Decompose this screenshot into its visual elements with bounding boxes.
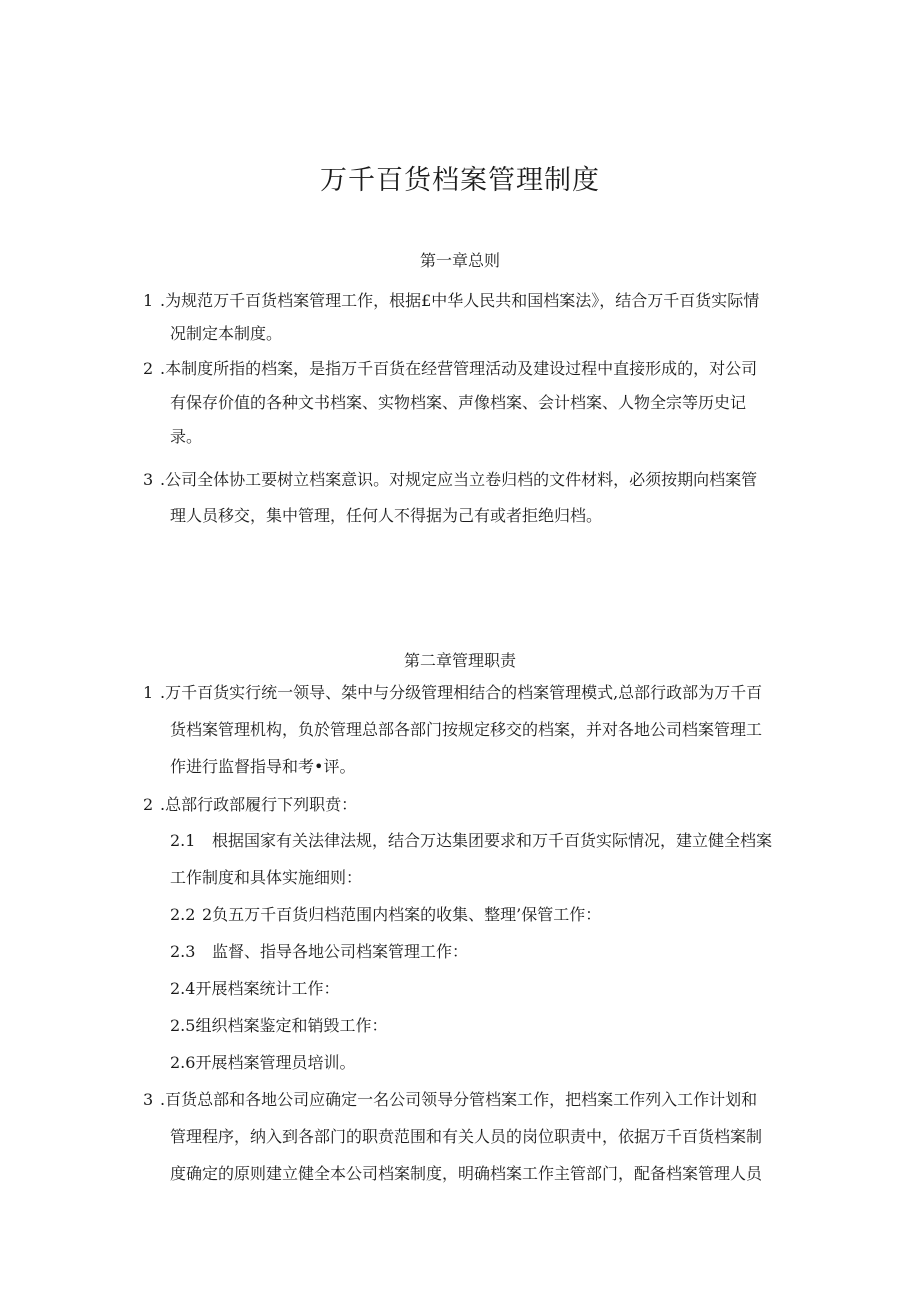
- chapter-2-heading: 第二章管理职责: [403, 651, 516, 670]
- ch1-item1-line1: .为规范万千百货档案管理工作，根据£中华人民共和国档案法》，结合万千百货实际情: [160, 291, 760, 310]
- ch1-item1-line2: 况制定本制度。: [170, 324, 283, 343]
- ch1-item3-number: 3: [143, 470, 154, 489]
- sub-2-3-number: 2.3: [170, 942, 196, 961]
- ch1-item2-line1: .本制度所指的档案，是指万千百货在经营管理活动及建设过程中直接形成的，对公司: [160, 359, 758, 378]
- chapter-1-heading: 第一章总则: [419, 251, 500, 270]
- sub-2-1-line1: 根据国家有关法律法规，结合万达集团要求和万千百货实际情况，建立健全档案: [212, 831, 773, 850]
- ch2-item2-number: 2: [143, 795, 154, 814]
- ch2-item3-number: 3: [143, 1090, 154, 1109]
- ch2-item3-line2: 管理程序，纳入到各部门的职贲范围和有关人员的岗位职责中，依据万千百货档案制: [170, 1127, 763, 1146]
- sub-2-2-line: 2负五万千百货归档范围内档案的收集、整理’保管工作：: [202, 905, 602, 924]
- ch2-item1-number: 1: [143, 683, 154, 702]
- sub-2-1-number: 2.1: [170, 831, 196, 850]
- ch1-item3-line2: 理人员移交，集中管理，任何人不得据为己有或者拒绝归档。: [170, 506, 603, 525]
- ch1-item2-number: 2: [143, 359, 154, 378]
- ch1-item2-line3: 录。: [170, 427, 203, 446]
- ch1-item3-line1: .公司全体协工要树立档案意识。对规定应当立卷归档的文件材料，必须按期向档案管: [160, 470, 758, 489]
- sub-2-2-number: 2.2: [170, 905, 196, 924]
- ch2-item1-line1: .万千百货实行统一领导、桀中与分级管理相结合的档案管理模式,总部行政部为万千百: [160, 683, 763, 702]
- ch2-item3-line1: .百货总部和各地公司应确定一名公司领导分管档案工作，把档案工作列入工作计划和: [160, 1090, 758, 1109]
- sub-2-5-line: 2.5组织档案鉴定和销毁工作：: [170, 1016, 388, 1035]
- ch1-item1-number: 1: [143, 291, 154, 310]
- sub-2-4-line: 2.4开展档案统计工作：: [170, 979, 340, 998]
- sub-2-1-line2: 工作制度和具体实施细则：: [170, 868, 363, 887]
- ch2-item1-line3: 作进行监督指导和考•评。: [170, 757, 356, 776]
- sub-2-3-line: 监督、指导各地公司档案管理工作：: [212, 942, 469, 961]
- ch2-item1-line2: 货档案管理机构，负於管理总部各部门按规定移交的档案，并对各地公司档案管理工: [170, 720, 763, 739]
- document-title: 万千百货档案管理制度: [320, 165, 600, 196]
- ch1-item2-line2: 有保存价值的各种文书档案、实物档案、声像档案、会计档案、人物全宗等历史记: [170, 393, 747, 412]
- ch2-item2-line: .总部行政部履行下列职贲：: [160, 795, 358, 814]
- sub-2-6-line: 2.6开展档案管理员培训。: [170, 1053, 356, 1072]
- ch2-item3-line3: 度确定的原则建立健全本公司档案制度，明确档案工作主管部门，配备档案管理人员: [170, 1164, 763, 1183]
